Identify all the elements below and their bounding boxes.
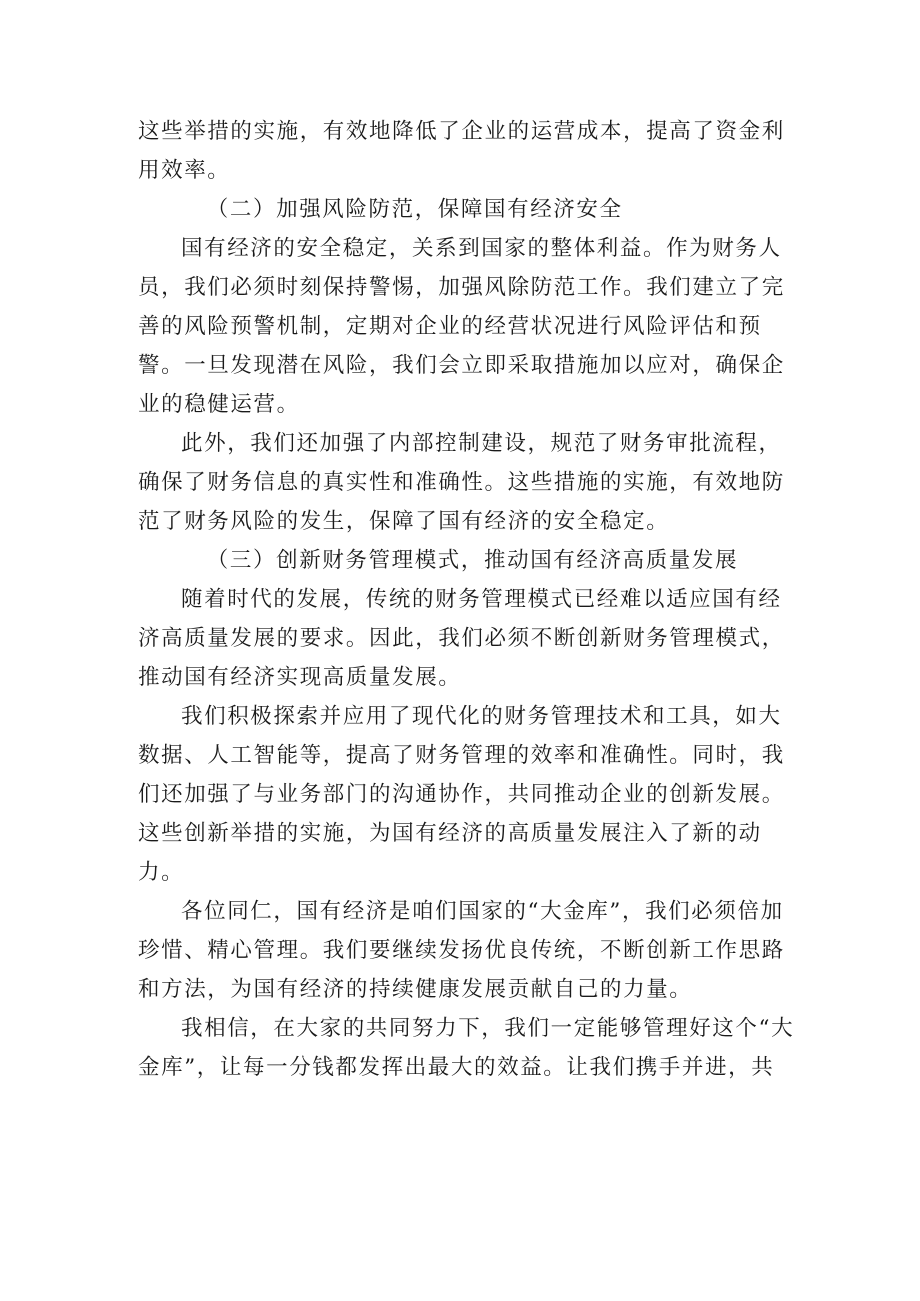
document-body	[138, 112, 798, 1087]
paragraph-security-stability: 国有经济的安全稳定，关系到国家的整体利益。作为财务人员，我们必须时刻保持警惕，加强风除防范工作。我们建立了完善的风险预警机制，定期对企业的经营状况进行风险评估和预警。一旦发现潜在风险，我们会立即采取措施加以应对，确保企业的稳健运营。	[138, 236, 785, 417]
paragraph-development: 随着时代的发展，传统的财务管理模式已经难以适应国有经济高质量发展的要求。因此，我们必须不断创新财务管理模式，推动国有经济实现高质量发展。	[138, 587, 785, 690]
section-heading-innovation: （三）创新财务管理模式，推动国有经济高质量发展	[206, 548, 739, 573]
paragraph-internal-control: 此外，我们还加强了内部控制建设，规范了财务审批流程，确保了财务信息的真实性和准确性。这些措施的实施，有效地防范了财务风险的发生，保障了国有经济的安全稳定。	[138, 431, 785, 534]
paragraph-modern-technology: 我们积极探索并应用了现代化的财务管理技术和工具，如大数据、人工智能等，提高了财务管理的效率和准确性。同时，我们还加强了与业务部门的沟通协作，共同推动企业的创新发展。这些创新举措的实施，为国有经济的高质量发展注入了新的动力。	[138, 704, 785, 885]
paragraph-closing: 我相信，在大家的共同努力下，我们一定能够管理好这个“大金库”，让每一分钱都发挥出最大的效益。让我们携手并进，共	[138, 1016, 795, 1080]
section-heading-risk-prevention: （二）加强风险防范，保障国有经济安全	[206, 197, 623, 222]
paragraph-colleagues: 各位同仁，国有经济是咱们国家的“大金库”，我们必须倍加珍惜、精心管理。我们要继续发扬优良传统，不断创新工作思路和方法，为国有经济的持续健康发展贡献自己的力量。	[138, 899, 785, 1002]
paragraph-continuation: 这些举措的实施，有效地降低了企业的运营成本，提高了资金利用效率。	[138, 119, 785, 183]
